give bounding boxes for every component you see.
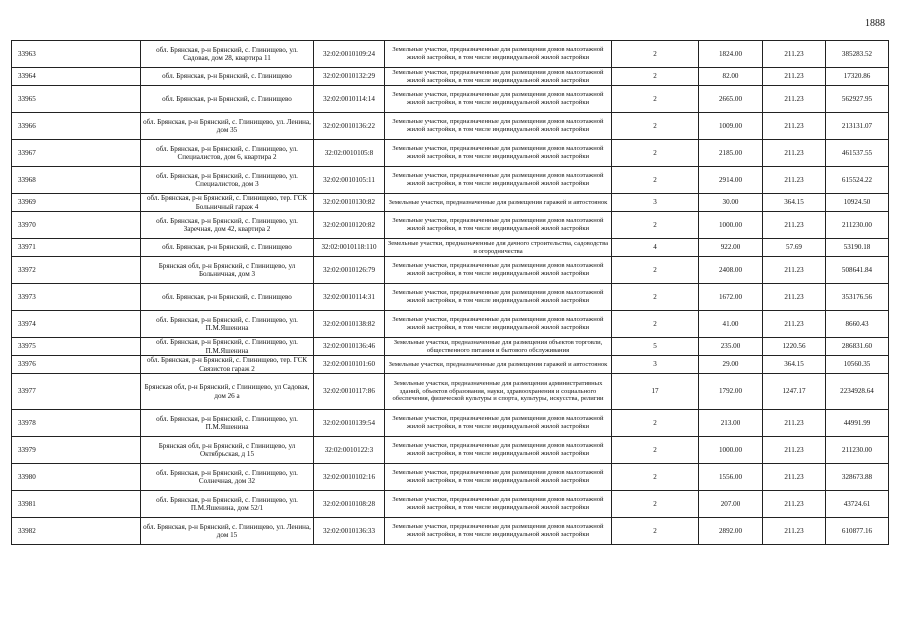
table-row [12,284,889,311]
specific-value-cell: 211.23 [763,311,826,338]
address-cell: обл. Брянская, р-н Брянский, с. Глинищево, ул. П.М.Яшенина, дом 52/1 [141,491,314,518]
cadastral-value-cell: 461537.55 [826,140,889,167]
row-number: 33963 [12,41,141,68]
use-group-cell: 2 [612,167,699,194]
use-group-cell: 2 [612,437,699,464]
cadastral-number-cell: 32:02:0010118:110 [314,239,385,257]
table-row [12,338,889,356]
cadastral-value-cell: 2234928.64 [826,374,889,410]
cadastral-number-cell: 32:02:0010114:31 [314,284,385,311]
land-use-cell: Земельные участки, предназначенные для размещения объектов торговли, общественного питания и бытового обслуживания [385,338,612,356]
land-use-cell: Земельные участки, предназначенные для размещения домов малоэтажной жилой застройки, в том числе индивидуальной жилой застройки [385,113,612,140]
area-cell: 82.00 [699,68,763,86]
cadastral-number-cell: 32:02:0010122:3 [314,437,385,464]
land-use-cell: Земельные участки, предназначенные для размещения домов малоэтажной жилой застройки, в том числе индивидуальной жилой застройки [385,212,612,239]
specific-value-cell: 211.23 [763,86,826,113]
land-use-cell: Земельные участки, предназначенные для размещения домов малоэтажной жилой застройки, в том числе индивидуальной жилой застройки [385,41,612,68]
cadastral-value-cell: 562927.95 [826,86,889,113]
area-cell: 213.00 [699,410,763,437]
table-row [12,491,889,518]
use-group-cell: 17 [612,374,699,410]
area-cell: 30.00 [699,194,763,212]
specific-value-cell: 211.23 [763,167,826,194]
cadastral-number-cell: 32:02:0010139:54 [314,410,385,437]
cadastral-value-cell: 385283.52 [826,41,889,68]
table-row [12,113,889,140]
cadastral-number-cell: 32:02:0010136:22 [314,113,385,140]
address-cell: обл. Брянская, р-н Брянский, с. Глинищево, ул. Ленина, дом 15 [141,518,314,545]
row-number: 33964 [12,68,141,86]
cadastral-number-cell: 32:02:0010101:60 [314,356,385,374]
specific-value-cell: 211.23 [763,113,826,140]
row-number: 33974 [12,311,141,338]
area-cell: 29.00 [699,356,763,374]
table-row [12,374,889,410]
cadastral-value-cell: 10560.35 [826,356,889,374]
table-row [12,86,889,113]
area-cell: 2408.00 [699,257,763,284]
land-registry-table [11,40,889,545]
table-row [12,239,889,257]
specific-value-cell: 211.23 [763,437,826,464]
cadastral-number-cell: 32:02:0010130:82 [314,194,385,212]
table-row [12,311,889,338]
address-cell: Брянская обл, р-н Брянский, с Глинищево, ул Октябрьская, д 15 [141,437,314,464]
area-cell: 207.00 [699,491,763,518]
land-use-cell: Земельные участки, предназначенные для размещения гаражей и автостоянок [385,356,612,374]
table-row [12,356,889,374]
area-cell: 2914.00 [699,167,763,194]
table-row [12,68,889,86]
cadastral-value-cell: 43724.61 [826,491,889,518]
cadastral-number-cell: 32:02:0010109:24 [314,41,385,68]
area-cell: 922.00 [699,239,763,257]
row-number: 33977 [12,374,141,410]
cadastral-value-cell: 8660.43 [826,311,889,338]
cadastral-value-cell: 17320.86 [826,68,889,86]
row-number: 33982 [12,518,141,545]
specific-value-cell: 211.23 [763,68,826,86]
use-group-cell: 2 [612,113,699,140]
address-cell: обл. Брянская, р-н Брянский, с. Глинищево, ул. П.М.Яшенина [141,338,314,356]
table-row [12,464,889,491]
land-use-cell: Земельные участки, предназначенные для размещения домов малоэтажной жилой застройки, в том числе индивидуальной жилой застройки [385,437,612,464]
row-number: 33981 [12,491,141,518]
row-number: 33972 [12,257,141,284]
land-use-cell: Земельные участки, предназначенные для размещения домов малоэтажной жилой застройки, в том числе индивидуальной жилой застройки [385,167,612,194]
use-group-cell: 2 [612,140,699,167]
address-cell: обл. Брянская, р-н Брянский, с. Глинищево [141,86,314,113]
cadastral-value-cell: 508641.84 [826,257,889,284]
area-cell: 1824.00 [699,41,763,68]
cadastral-number-cell: 32:02:0010120:82 [314,212,385,239]
cadastral-value-cell: 53190.18 [826,239,889,257]
area-cell: 1000.00 [699,212,763,239]
land-use-cell: Земельные участки, предназначенные для размещения домов малоэтажной жилой застройки, в том числе индивидуальной жилой застройки [385,311,612,338]
cadastral-number-cell: 32:02:0010105:8 [314,140,385,167]
land-use-cell: Земельные участки, предназначенные для размещения домов малоэтажной жилой застройки, в том числе индивидуальной жилой застройки [385,68,612,86]
cadastral-value-cell: 610877.16 [826,518,889,545]
specific-value-cell: 364.15 [763,194,826,212]
cadastral-value-cell: 211230.00 [826,212,889,239]
cadastral-value-cell: 211230.00 [826,437,889,464]
area-cell: 235.00 [699,338,763,356]
cadastral-number-cell: 32:02:0010105:11 [314,167,385,194]
row-number: 33970 [12,212,141,239]
cadastral-number-cell: 32:02:0010132:29 [314,68,385,86]
land-use-cell: Земельные участки, предназначенные для размещения домов малоэтажной жилой застройки, в том числе индивидуальной жилой застройки [385,257,612,284]
use-group-cell: 2 [612,86,699,113]
table-row [12,257,889,284]
specific-value-cell: 364.15 [763,356,826,374]
table-row [12,518,889,545]
use-group-cell: 2 [612,41,699,68]
row-number: 33973 [12,284,141,311]
address-cell: Брянская обл, р-н Брянский, с Глинищево, ул Садовая, дом 26 а [141,374,314,410]
area-cell: 2185.00 [699,140,763,167]
land-use-cell: Земельные участки, предназначенные для размещения домов малоэтажной жилой застройки, в том числе индивидуальной жилой застройки [385,491,612,518]
use-group-cell: 4 [612,239,699,257]
land-use-cell: Земельные участки, предназначенные для размещения домов малоэтажной жилой застройки, в том числе индивидуальной жилой застройки [385,518,612,545]
address-cell: обл. Брянская, р-н Брянский, с. Глинищево, тер. ГСК Больничный гараж 4 [141,194,314,212]
use-group-cell: 5 [612,338,699,356]
row-number: 33968 [12,167,141,194]
address-cell: Брянская обл, р-н Брянский, с Глинищево, ул Больничная, дом 3 [141,257,314,284]
area-cell: 2665.00 [699,86,763,113]
area-cell: 1792.00 [699,374,763,410]
cadastral-value-cell: 615524.22 [826,167,889,194]
row-number: 33978 [12,410,141,437]
use-group-cell: 2 [612,410,699,437]
table-row [12,167,889,194]
land-use-cell: Земельные участки, предназначенные для размещения гаражей и автостоянок [385,194,612,212]
cadastral-value-cell: 286831.60 [826,338,889,356]
row-number: 33971 [12,239,141,257]
row-number: 33980 [12,464,141,491]
specific-value-cell: 211.23 [763,518,826,545]
cadastral-number-cell: 32:02:0010117:86 [314,374,385,410]
cadastral-value-cell: 353176.56 [826,284,889,311]
address-cell: обл. Брянская, р-н Брянский, с. Глинищево, ул. Специалистов, дом 6, квартира 2 [141,140,314,167]
address-cell: обл. Брянская, р-н Брянский, с. Глинищево, ул. Ленина, дом 35 [141,113,314,140]
specific-value-cell: 211.23 [763,491,826,518]
area-cell: 1000.00 [699,437,763,464]
table-row [12,410,889,437]
use-group-cell: 2 [612,518,699,545]
row-number: 33975 [12,338,141,356]
address-cell: обл. Брянская, р-н Брянский, с. Глинищево, ул. Заречная, дом 42, квартира 2 [141,212,314,239]
specific-value-cell: 211.23 [763,464,826,491]
cadastral-number-cell: 32:02:0010102:16 [314,464,385,491]
row-number: 33965 [12,86,141,113]
area-cell: 41.00 [699,311,763,338]
area-cell: 1009.00 [699,113,763,140]
table-row [12,437,889,464]
address-cell: обл. Брянская, р-н Брянский, с. Глинищево, тер. ГСК Связистов гараж 2 [141,356,314,374]
table-row [12,140,889,167]
specific-value-cell: 211.23 [763,410,826,437]
row-number: 33966 [12,113,141,140]
specific-value-cell: 211.23 [763,41,826,68]
use-group-cell: 2 [612,257,699,284]
cadastral-number-cell: 32:02:0010108:28 [314,491,385,518]
table-row [12,212,889,239]
area-cell: 1672.00 [699,284,763,311]
row-number: 33979 [12,437,141,464]
address-cell: обл. Брянская, р-н Брянский, с. Глинищево, ул. Садовая, дом 28, квартира 11 [141,41,314,68]
specific-value-cell: 1247.17 [763,374,826,410]
cadastral-value-cell: 44991.99 [826,410,889,437]
use-group-cell: 2 [612,491,699,518]
cadastral-number-cell: 32:02:0010136:46 [314,338,385,356]
use-group-cell: 2 [612,68,699,86]
use-group-cell: 3 [612,356,699,374]
land-use-cell: Земельные участки, предназначенные для размещения административных зданий, объектов образования, науки, здравоохранения и социального обеспечения, физической культуры и спорта, культуры, искусства, религии [385,374,612,410]
table-row [12,194,889,212]
cadastral-number-cell: 32:02:0010136:33 [314,518,385,545]
cadastral-value-cell: 10924.50 [826,194,889,212]
use-group-cell: 2 [612,284,699,311]
row-number: 33967 [12,140,141,167]
use-group-cell: 2 [612,311,699,338]
row-number: 33969 [12,194,141,212]
specific-value-cell: 57.69 [763,239,826,257]
page-number: 1888 [865,18,885,29]
cadastral-value-cell: 213131.07 [826,113,889,140]
land-use-cell: Земельные участки, предназначенные для размещения домов малоэтажной жилой застройки, в том числе индивидуальной жилой застройки [385,284,612,311]
cadastral-number-cell: 32:02:0010126:79 [314,257,385,284]
address-cell: обл. Брянская, р-н Брянский, с. Глинищево, ул. Специалистов, дом 3 [141,167,314,194]
land-use-cell: Земельные участки, предназначенные для размещения домов малоэтажной жилой застройки, в том числе индивидуальной жилой застройки [385,86,612,113]
specific-value-cell: 211.23 [763,284,826,311]
address-cell: обл. Брянская, р-н Брянский, с. Глинищево [141,284,314,311]
land-use-cell: Земельные участки, предназначенные для размещения домов малоэтажной жилой застройки, в том числе индивидуальной жилой застройки [385,410,612,437]
cadastral-number-cell: 32:02:0010138:82 [314,311,385,338]
specific-value-cell: 211.23 [763,212,826,239]
area-cell: 2892.00 [699,518,763,545]
use-group-cell: 2 [612,464,699,491]
specific-value-cell: 211.23 [763,257,826,284]
address-cell: обл. Брянская, р-н Брянский, с. Глинищево [141,68,314,86]
cadastral-number-cell: 32:02:0010114:14 [314,86,385,113]
address-cell: обл. Брянская, р-н Брянский, с. Глинищево, ул. П.М.Яшенина [141,410,314,437]
use-group-cell: 3 [612,194,699,212]
cadastral-value-cell: 328673.88 [826,464,889,491]
land-use-cell: Земельные участки, предназначенные для размещения домов малоэтажной жилой застройки, в том числе индивидуальной жилой застройки [385,140,612,167]
use-group-cell: 2 [612,212,699,239]
address-cell: обл. Брянская, р-н Брянский, с. Глинищево [141,239,314,257]
area-cell: 1556.00 [699,464,763,491]
row-number: 33976 [12,356,141,374]
land-use-cell: Земельные участки, предназначенные для размещения домов малоэтажной жилой застройки, в том числе индивидуальной жилой застройки [385,464,612,491]
table-row [12,41,889,68]
specific-value-cell: 211.23 [763,140,826,167]
address-cell: обл. Брянская, р-н Брянский, с. Глинищево, ул. Солнечная, дом 32 [141,464,314,491]
land-use-cell: Земельные участки, предназначенные для дачного строительства, садоводства и огородничества [385,239,612,257]
specific-value-cell: 1220.56 [763,338,826,356]
address-cell: обл. Брянская, р-н Брянский, с. Глинищево, ул. П.М.Яшенина [141,311,314,338]
